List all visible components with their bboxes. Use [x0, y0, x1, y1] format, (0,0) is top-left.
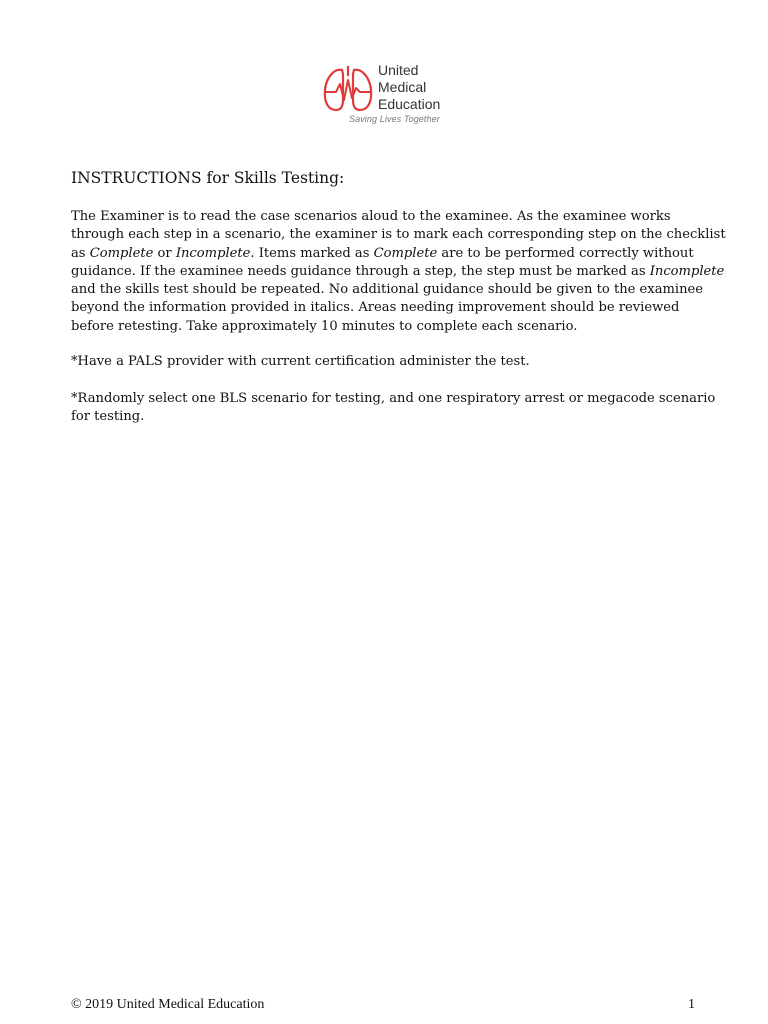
logo-line-1: United — [378, 62, 419, 78]
text-run: or — [153, 245, 176, 261]
italic-term-incomplete: Incomplete — [175, 245, 251, 261]
lungs-heartbeat-icon — [322, 64, 374, 114]
page-number: 1 — [688, 997, 695, 1012]
paragraph-line — [71, 263, 725, 281]
text-run: as — [71, 245, 90, 261]
logo — [322, 62, 462, 128]
text-run: are to be performed correctly without — [437, 245, 694, 261]
paragraph-line: beyond the information provided in italics. Areas needing improvement should be reviewed — [71, 300, 680, 316]
paragraph-line: *Randomly select one BLS scenario for testing, and one respiratory arrest or megacode scenario — [71, 391, 716, 406]
page-title: INSTRUCTIONS for Skills Testing: — [71, 169, 345, 187]
footer-copyright: © 2019 United Medical Education — [71, 997, 265, 1012]
paragraph-line: through each step in a scenario, the examiner is to mark each corresponding step on the checklist — [71, 227, 726, 243]
italic-term-complete: Complete — [373, 245, 438, 261]
text-run: . Items marked as — [250, 245, 374, 261]
logo-tagline: Saving Lives Together — [349, 114, 440, 124]
logo-line-3: Education — [378, 96, 441, 112]
paragraph-line: *Have a PALS provider with current certification administer the test. — [71, 354, 530, 369]
italic-term-incomplete: Incomplete — [649, 263, 725, 279]
instructions-paragraph — [71, 208, 726, 336]
scenario-selection-note — [71, 390, 716, 427]
paragraph-line: for testing. — [71, 409, 145, 425]
provider-note — [71, 353, 707, 371]
paragraph-line — [71, 245, 707, 263]
logo-line-2: Medical — [378, 79, 427, 95]
text-run: guidance. If the examinee needs guidance through a step, the step must be marked as — [71, 263, 650, 279]
paragraph-line: The Examiner is to read the case scenarios aloud to the examinee. As the examinee works — [71, 209, 671, 224]
italic-term-complete: Complete — [89, 245, 154, 261]
paragraph-line: and the skills test should be repeated. No additional guidance should be given to the examinee — [71, 282, 704, 298]
paragraph-line: before retesting. Take approximately 10 minutes to complete each scenario. — [71, 318, 578, 334]
logo-wordmark — [378, 62, 440, 113]
